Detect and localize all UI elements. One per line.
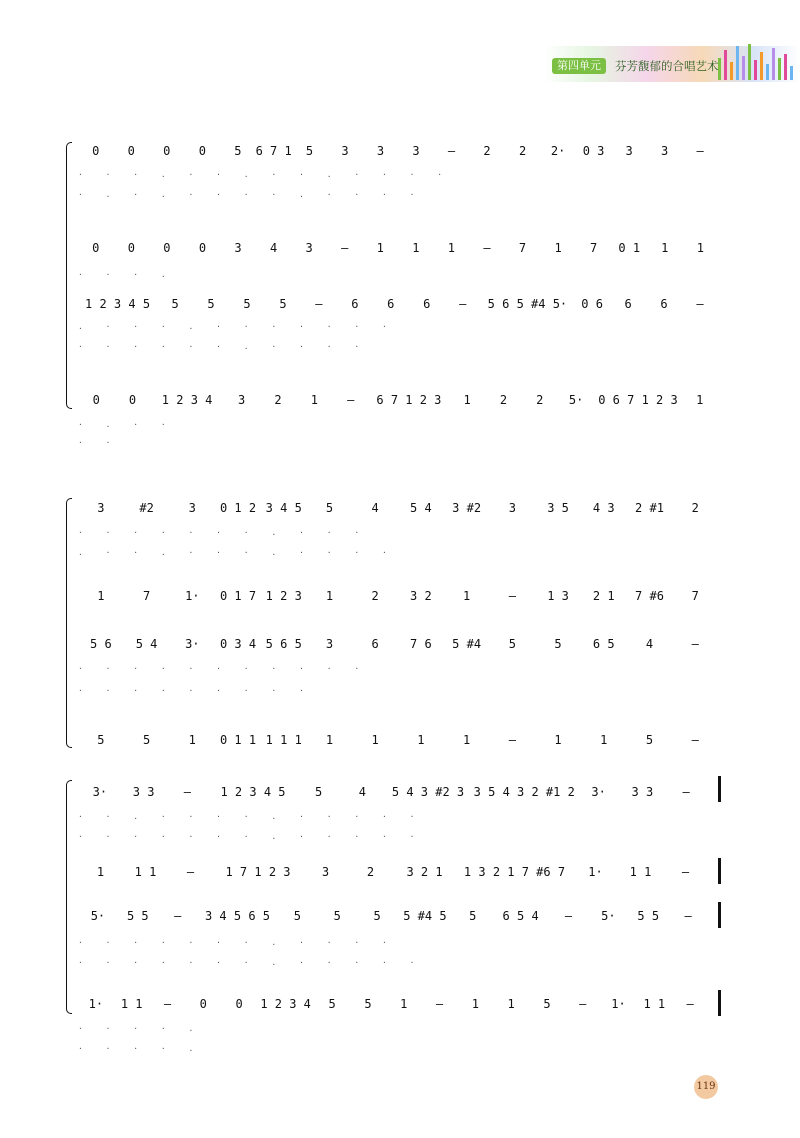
lyric-marks: · · · · . (78, 1044, 203, 1053)
header-color-bars (716, 40, 800, 80)
score-row-soprano-2: 3 #2 3 0 1 2 3 4 5 5 4 5 4 3 #2 3 3 5 4 3 2 #1 2 (97, 501, 699, 515)
score-row-soprano-1: 0 0 0 0 5 6 7 1 5 3 3 3 – 2 2 2· 0 3 3 3 – (92, 144, 704, 158)
lyric-marks: · · · · · · · . · · · (78, 528, 369, 537)
score-row-alto-2: 1 7 1· 0 1 7 1 2 3 1 2 3 2 1 – 1 3 2 1 7 #6 7 (97, 589, 699, 603)
score-row-bass-2: 5 5 1 0 1 1 1 1 1 1 1 1 1 – 1 1 5 – (97, 733, 699, 747)
lyric-marks: · · · · · · . · · · · (78, 342, 369, 351)
score-row-tenor-2: 5 6 5 4 3· 0 3 4 5 6 5 3 6 7 6 5 #4 5 5 6 5 4 – (90, 637, 699, 651)
score-row-bass-1: 0 0 1 2 3 4 3 2 1 – 6 7 1 2 3 1 2 2 5· 0 6 7 1 2 3 1 (92, 393, 704, 407)
score-row-bass-3: 1· 1 1 – 0 0 1 2 3 4 5 5 1 – 1 1 5 – 1· 1 1 – (88, 997, 694, 1011)
lyric-marks: · · · · · · · · · (78, 686, 313, 695)
lyric-marks: · · · · · · · . · · · · · (78, 832, 424, 841)
page-number: 119 (694, 1075, 718, 1099)
score-row-alto-1: 0 0 0 0 3 4 3 – 1 1 1 – 7 1 7 0 1 1 1 (92, 241, 704, 255)
score-row-tenor-1: 1 2 3 4 5 5 5 5 5 – 6 6 6 – 5 6 5 #4 5· 0 6 6 6 – (85, 297, 704, 311)
lyric-marks: · . · · (78, 420, 175, 429)
final-barline (718, 990, 721, 1016)
lyric-marks: . · · . · · · . · · · · (78, 548, 396, 557)
final-barline (718, 858, 721, 884)
final-barline (718, 902, 721, 928)
lyric-marks: · · · . · · . · · . · · · · (78, 170, 452, 179)
unit-title: 芬芳馥郁的合唱艺术 (615, 59, 719, 73)
system-brace (66, 498, 72, 748)
score-row-tenor-3: 5· 5 5 – 3 4 5 6 5 5 5 5 5 #4 5 5 6 5 4 – 5· 5 5 – (90, 909, 692, 923)
system-brace (66, 780, 72, 1014)
unit-badge: 第四单元 (552, 58, 606, 74)
score-row-soprano-3: 3· 3 3 – 1 2 3 4 5 5 4 5 4 3 #2 3 3 5 4 3 2 #1 2 3· 3 3 – (92, 785, 690, 799)
lyric-marks: · · · · · · · . · · · · (78, 938, 396, 947)
lyric-marks: · · (78, 438, 120, 447)
lyric-marks: · · · · · · · . · · · · · (78, 958, 424, 967)
lyric-marks: · · · · . (78, 1024, 203, 1033)
system-brace (66, 142, 72, 409)
lyric-marks: . · · · . · · · · · · · (78, 322, 396, 331)
lyric-marks: · · . · · · · . · · · · · (78, 812, 424, 821)
lyric-marks: · · · · · · · · · · · (78, 664, 369, 673)
final-barline (718, 776, 721, 802)
score-row-alto-3: 1 1 1 – 1 7 1 2 3 3 2 3 2 1 1 3 2 1 7 #6 7 1· 1 1 – (96, 865, 690, 879)
lyric-marks: · · · . (78, 270, 175, 279)
lyric-marks: · . · . · · · · . · · · · (78, 190, 424, 199)
